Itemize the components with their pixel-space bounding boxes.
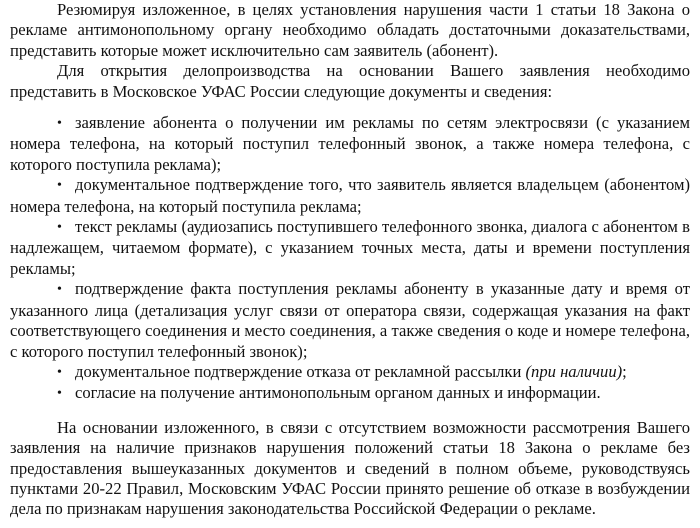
list-item <box>10 279 690 362</box>
list-item-text: текст рекламы (аудиозапись поступившего телефонного звонка, диалога с абонентом в надлежащем, читаемом формате), с указанием точных места, даты и времени поступления рекламы; <box>10 217 690 278</box>
list-item-text: подтверждение факта поступления рекламы абоненту в указанные дату и время от указанного лица (детализация услуг связи от оператора связи, содержащая указания на факт соответствующего соединения и место соединения, а также сведения о коде и номере телефона, с которого поступил телефонный звонок); <box>10 279 690 361</box>
list-item-text: согласие на получение антимонопольным органом данных и информации. <box>75 383 601 403</box>
list-item-note: (при наличии) <box>525 361 623 381</box>
bullet-icon: • <box>57 116 62 132</box>
bullet-icon: • <box>57 364 62 380</box>
list-item-end: ; <box>622 361 627 381</box>
bullet-icon: • <box>57 220 62 236</box>
spacer <box>10 102 690 113</box>
requirements-list <box>10 113 690 405</box>
list-item <box>10 175 690 217</box>
spacer <box>10 405 690 418</box>
document-page <box>10 0 690 520</box>
paragraph-decision: На основании изложенного, в связи с отсутствием возможности рассмотрения Вашего заявления на наличие признаков нарушения положений статьи 18 Закона о рекламе без предоставления вышеуказанных документов и сведений в полном объеме, руководствуясь пунктами 20-22 Правил, Московским УФАС России принято решение об отказе в возбуждении дела по признакам нарушения законодательства Российской Федерации о рекламе. <box>10 417 690 519</box>
paragraph-requirements-intro: Для открытия делопроизводства на основании Вашего заявления необходимо представить в Московское УФАС России следующие документы и сведения: <box>10 61 690 101</box>
list-item <box>10 217 690 279</box>
bullet-icon: • <box>57 282 62 298</box>
list-item <box>10 383 690 404</box>
list-item-text: документальное подтверждение того, что заявитель является владельцем (абонентом) номера телефона, на который поступила реклама; <box>10 175 690 216</box>
list-item-text: заявление абонента о получении им рекламы по сетям электросвязи (с указанием номера телефона, на который поступил телефонный звонок, а также номера телефона, с которого поступила реклама); <box>10 113 690 174</box>
list-item-text: документальное подтверждение отказа от рекламной рассылки <box>75 361 522 381</box>
bullet-icon: • <box>57 386 62 402</box>
bullet-icon: • <box>57 178 62 194</box>
paragraph-summary: Резюмируя изложенное, в целях установления нарушения части 1 статьи 18 Закона о рекламе антимонопольному органу необходимо обладать достаточными доказательствами, представить которые может исключительно сам заявитель (абонент). <box>10 0 690 60</box>
list-item <box>10 362 690 383</box>
list-item <box>10 113 690 175</box>
